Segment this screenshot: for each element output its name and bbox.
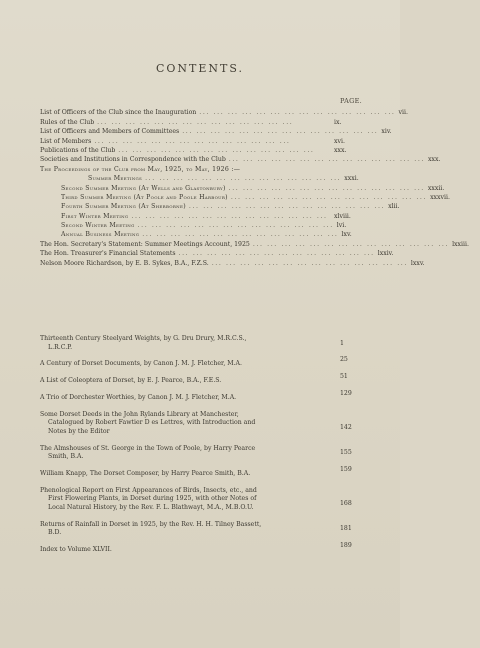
toc-row — [40, 174, 362, 183]
leader-dots: ... ... ... ... ... ... ... ... ... ... ... ... ... ... — [94, 137, 291, 145]
toc-entry-page: xxxi. — [344, 175, 359, 183]
toc-entry-title: Third Summer Meeting (At Poole and Poole Harbour) — [61, 193, 228, 201]
toc-entry-page: xxxii. — [427, 184, 445, 192]
article-page: 129 — [340, 389, 352, 397]
article-entry — [40, 487, 362, 513]
leader-dots: ... ... ... ... ... ... ... ... ... ... ... ... ... ... — [230, 193, 428, 201]
toc-entry-title: Fourth Summer Meeting (At Sherborne) — [61, 203, 186, 211]
article-title-line: William Knapp, The Dorset Composer, by Harry Pearce Smith, B.A. — [40, 470, 251, 478]
article-title — [40, 546, 326, 555]
article-title-line: Local Natural History, by the Rev. F. L. Blathwayt, M.A., M.B.O.U. — [48, 504, 254, 512]
article-title-line: Thirteenth Century Steelyard Weights, by G. Dru Drury, M.R.C.S., — [40, 335, 247, 342]
toc-entry-page: xxx. — [427, 156, 441, 164]
article-title — [40, 377, 326, 386]
article-entry — [40, 411, 362, 437]
toc-entry-title: Nelson Moore Richardson, by E. B. Sykes, B.A., F.Z.S. — [40, 259, 209, 267]
toc-entry-page: xiv. — [381, 128, 392, 136]
toc-entry-title: First Winter Meeting — [61, 212, 129, 220]
toc-row — [40, 127, 392, 136]
toc-articles — [40, 335, 362, 563]
toc-entry-page: xxxvii. — [430, 193, 450, 201]
leader-dots: ... ... ... ... ... ... ... ... ... ... ... ... ... ... — [211, 259, 408, 267]
toc-row — [40, 146, 362, 155]
article-entry — [40, 521, 362, 538]
toc-entry-title: The Hon. Secretary's Statement: Summer Meetings Account, 1925 — [40, 240, 250, 248]
article-title-line: Returns of Rainfall in Dorset in 1925, by the Rev. H. H. Tilney Bassett, — [40, 520, 262, 528]
article-entry — [40, 445, 362, 462]
toc-entry-title: Second Summer Meeting (At Wells and Glastonbury) — [61, 184, 226, 192]
article-title-line: First Flowering Plants, in Dorset during 1925, with other Notes of — [48, 495, 257, 503]
leader-dots: ... ... ... ... ... ... ... ... ... ... ... ... ... ... — [182, 128, 379, 136]
toc-entry-title: List of Officers and Members of Committees — [40, 128, 180, 136]
article-title-line: Some Dorset Deeds in the John Rylands Library at Manchester, — [40, 410, 239, 418]
leader-dots: ... ... ... ... ... ... ... ... ... ... ... ... ... ... — [252, 240, 450, 248]
article-entry — [40, 542, 362, 555]
article-title — [40, 394, 326, 403]
article-title-line: The Almshouses of St. George in the Town of Poole, by Harry Pearce — [40, 444, 256, 452]
toc-entry-page: vii. — [398, 109, 408, 117]
toc-row — [40, 221, 362, 230]
leader-dots: ... ... ... ... ... ... ... ... ... ... ... ... ... ... — [131, 212, 328, 220]
toc-entry-page: xlviii. — [334, 212, 351, 220]
toc-row — [40, 249, 394, 258]
toc-entry-page: xxx. — [334, 146, 347, 154]
article-title-line: A List of Coleoptera of Dorset, by E. J. Pearce, B.A., F.E.S. — [40, 377, 222, 385]
article-page: 181 — [340, 525, 352, 533]
article-page: 168 — [340, 500, 352, 508]
leader-dots: ... ... ... ... ... ... ... ... ... ... ... ... ... ... — [137, 222, 334, 230]
toc-entry-page: xvi. — [334, 137, 345, 145]
article-title-line: Phenological Report on First Appearances of Birds, Insects, etc., and — [40, 486, 257, 494]
article-title — [40, 470, 326, 479]
leader-dots: ... ... ... ... ... ... ... ... ... ... ... ... ... ... — [228, 156, 425, 164]
leader-dots: ... ... ... ... ... ... ... ... ... ... ... ... ... ... — [97, 118, 294, 126]
toc-entry-page: ix. — [334, 118, 342, 126]
article-title-line: Smith, B.A. — [48, 453, 84, 461]
toc-entry-page: lxv. — [341, 231, 352, 239]
toc-entry-title: The Proceedings of the Club from May, 1925, to May, 1926 :— — [40, 165, 241, 173]
article-page: 142 — [340, 423, 352, 431]
article-title-line: L.R.C.P. — [48, 343, 73, 351]
toc-entry-page: lxxiii. — [452, 240, 469, 248]
toc-row — [40, 193, 450, 202]
toc-entry-title: Publications of the Club — [40, 146, 116, 154]
toc-entry-title: List of Officers of the Club since the Inauguration — [40, 109, 197, 117]
toc-entry-title: The Hon. Treasurer's Financial Statements — [40, 250, 176, 258]
article-title-line: Index to Volume XLVII. — [40, 546, 112, 554]
article-title — [40, 521, 326, 538]
page-title: CONTENTS. — [155, 62, 245, 75]
article-page: 25 — [340, 356, 348, 364]
toc-row — [40, 183, 445, 192]
toc-row — [40, 117, 362, 126]
article-title — [40, 487, 326, 513]
article-entry — [40, 356, 362, 369]
article-entry — [40, 389, 362, 403]
toc-row — [40, 239, 469, 248]
toc-row — [40, 230, 362, 239]
toc-entry-page: xlii. — [388, 203, 400, 211]
leader-dots: ... ... ... ... ... ... ... ... ... ... ... ... ... ... — [228, 184, 425, 192]
leader-dots: ... ... ... ... ... ... ... ... ... ... ... ... ... ... — [118, 146, 315, 154]
leader-dots: ... ... ... ... ... ... ... ... ... ... ... ... ... ... — [142, 231, 339, 239]
article-title-line: Catalogued by Robert Fawtier D es Lettres, with Introduction and — [48, 419, 256, 427]
toc-row — [40, 108, 408, 117]
toc-row — [40, 211, 362, 220]
article-title-line: B.D. — [48, 529, 62, 537]
leader-dots: ... ... ... ... ... ... ... ... ... ... ... ... ... ... — [145, 175, 342, 183]
article-title — [40, 335, 326, 352]
article-page: 155 — [340, 449, 352, 457]
toc-entry-title: Societies and Institutions in Correspondence with the Club — [40, 156, 226, 164]
toc-entry-title: Rules of the Club — [40, 118, 95, 126]
article-entry — [40, 466, 362, 479]
toc-entry-page: lxxv. — [410, 259, 425, 267]
article-entry — [40, 335, 362, 352]
article-title-line: A Trio of Dorchester Worthies, by Canon J. M. J. Fletcher, M.A. — [40, 393, 237, 401]
toc-entry-page: lxxiv. — [377, 250, 394, 258]
toc-entry-title: List of Members — [40, 137, 92, 145]
toc-row — [40, 164, 362, 173]
toc-entry-title: Annual Business Meeting — [61, 231, 140, 239]
toc-entry-title: Second Winter Meeting — [61, 222, 135, 230]
article-title — [40, 445, 326, 462]
toc-row — [40, 136, 362, 145]
article-page: 159 — [340, 466, 352, 474]
toc-row — [40, 258, 425, 267]
leader-dots: ... ... ... ... ... ... ... ... ... ... ... ... ... ... — [188, 203, 386, 211]
article-title-line: A Century of Dorset Documents, by Canon J. M. J. Fletcher, M.A. — [40, 360, 242, 368]
article-page: 189 — [340, 542, 352, 550]
article-title-line: Notes by the Editor — [48, 427, 110, 435]
leader-dots: ... ... ... ... ... ... ... ... ... ... ... ... ... ... — [199, 109, 396, 117]
article-title — [40, 360, 326, 369]
article-entry — [40, 373, 362, 386]
article-page: 1 — [340, 339, 344, 347]
article-page: 51 — [340, 373, 348, 381]
page-column-header: PAGE. — [340, 97, 362, 105]
leader-dots: ... ... ... ... ... ... ... ... ... ... ... ... ... ... — [178, 250, 375, 258]
article-title — [40, 411, 326, 437]
toc-front-matter — [40, 108, 469, 268]
toc-entry-page: lvi. — [336, 222, 347, 230]
toc-row — [40, 202, 400, 211]
toc-entry-title: Summer Meetings — [88, 175, 143, 183]
toc-row — [40, 155, 441, 164]
